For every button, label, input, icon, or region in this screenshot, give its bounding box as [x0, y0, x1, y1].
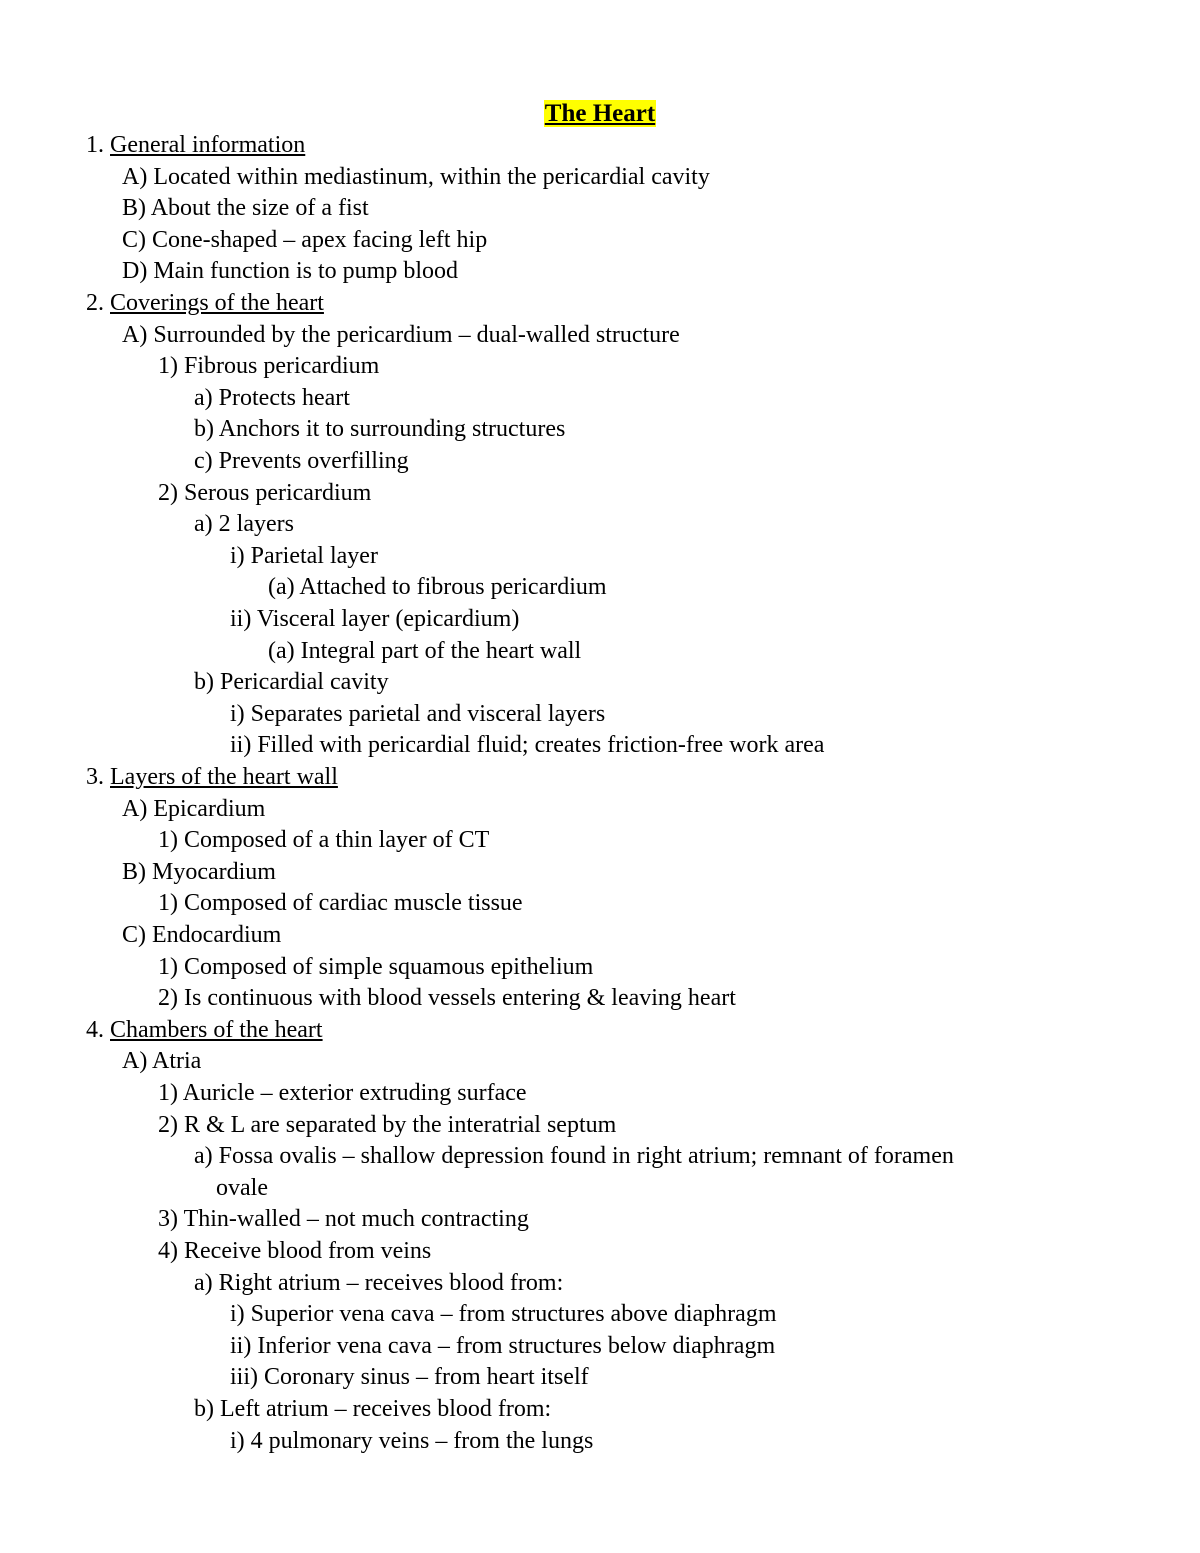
outline-line [268, 572, 607, 604]
outline-line [158, 983, 736, 1015]
outline-number: 2) [158, 985, 178, 1012]
section-heading: Coverings of the heart [110, 290, 324, 316]
outline-number: A) [122, 163, 148, 190]
outline-text: Thin-walled – not much contracting [183, 1206, 529, 1233]
outline-text: Anchors it to surrounding structures [218, 416, 566, 443]
outline-text: Superior vena cava – from structures above diaphragm [250, 1301, 777, 1328]
section-heading: General information [110, 132, 306, 158]
outline-line: 1. General information [86, 132, 306, 158]
page-title [0, 98, 1200, 130]
section-heading: Chambers of the heart [110, 1016, 323, 1043]
outline-text: Right atrium – receives blood from: [218, 1269, 564, 1296]
outline-line [194, 1268, 563, 1300]
outline-number: 3. [86, 764, 104, 790]
outline-text: Visceral layer (epicardium) [256, 606, 520, 632]
outline-number: C) [122, 226, 146, 253]
outline-line [158, 478, 371, 510]
outline-line [86, 1015, 323, 1047]
outline-text: Filled with pericardial fluid; creates friction-free work area [257, 732, 825, 759]
outline-text: Composed of a thin layer of CT [184, 827, 490, 854]
outline-number: A) [122, 1048, 148, 1075]
outline-line [216, 1173, 268, 1205]
outline-text: Pericardial cavity [220, 669, 389, 696]
outline-text: ovale [216, 1174, 268, 1201]
outline-text: Receive blood from veins [184, 1238, 432, 1264]
outline-number: A) [122, 321, 148, 348]
outline-text: Auricle – exterior extruding surface [182, 1080, 527, 1106]
outline-line [230, 1299, 776, 1331]
outline-number: iii) [230, 1364, 258, 1391]
outline-number: a) [194, 511, 213, 538]
outline-number: 4) [158, 1238, 178, 1264]
outline-number: i) [230, 542, 245, 569]
outline-number: 1) [158, 353, 178, 380]
outline-line [86, 288, 324, 320]
outline-line [194, 509, 294, 541]
outline-number: i) [230, 1301, 245, 1328]
outline-line [122, 162, 710, 194]
outline-number: 2. [86, 290, 104, 316]
outline-line [122, 256, 458, 288]
outline-text: Prevents overfilling [218, 448, 409, 474]
outline-number: 2) [158, 1111, 178, 1138]
outline-line [230, 604, 519, 636]
outline-text: Cone-shaped – apex facing left hip [152, 226, 488, 253]
outline-text: Composed of cardiac muscle tissue [184, 890, 523, 917]
outline-number: ii) [230, 606, 252, 632]
outline-line [122, 857, 276, 889]
outline-line [158, 1236, 431, 1268]
outline-line [194, 414, 565, 446]
outline-line [194, 1394, 551, 1426]
outline-text: Located within mediastinum, within the pericardial cavity [153, 163, 710, 190]
outline-text: Inferior vena cava – from structures below diaphragm [257, 1332, 776, 1359]
outline-text: Coronary sinus – from heart itself [264, 1364, 589, 1391]
outline-number: B) [122, 858, 146, 885]
outline-line [230, 1331, 775, 1363]
outline-text: Main function is to pump blood [153, 258, 458, 285]
outline-text: Atria [152, 1048, 202, 1075]
outline-line [230, 1426, 593, 1458]
outline-number: b) [194, 416, 214, 443]
outline-number: b) [194, 669, 214, 696]
outline-line [230, 699, 605, 731]
outline-number: D) [122, 258, 148, 285]
outline-text: Epicardium [153, 795, 266, 822]
outline-line [86, 762, 338, 794]
outline-line [158, 825, 489, 857]
outline-number: 1) [158, 890, 178, 917]
outline-text: About the size of a fist [150, 195, 369, 222]
outline-line [230, 541, 378, 573]
outline-text: R & L are separated by the interatrial septum [184, 1111, 617, 1138]
outline-line [122, 193, 369, 225]
outline-line [268, 636, 581, 668]
outline-text: Left atrium – receives blood from: [220, 1396, 552, 1422]
outline-number: ii) [230, 1332, 252, 1359]
page-title-text: The Heart [544, 100, 656, 127]
outline-text: Composed of simple squamous epithelium [184, 953, 594, 980]
outline-text: Attached to fibrous pericardium [299, 574, 607, 601]
outline-number: c) [194, 448, 213, 474]
outline-text: Protects heart [218, 384, 350, 411]
outline-number: a) [194, 384, 213, 411]
outline-number: 4. [86, 1016, 104, 1043]
outline-line [230, 730, 824, 762]
outline-line [230, 1362, 589, 1394]
outline-text: Fossa ovalis – shallow depression found in right atrium; remnant of foramen [218, 1143, 954, 1170]
outline-number: B) [122, 195, 146, 222]
outline-line [194, 446, 409, 478]
outline-text: Separates parietal and visceral layers [250, 700, 606, 727]
section-heading: Layers of the heart wall [110, 764, 338, 790]
outline-text: Parietal layer [250, 542, 378, 569]
outline-line [158, 1110, 616, 1142]
outline-number: ii) [230, 732, 252, 759]
outline-number: a) [194, 1269, 213, 1296]
outline-line [122, 794, 265, 826]
outline-number: i) [230, 700, 245, 727]
outline-number: 1) [158, 953, 178, 980]
outline-line [122, 920, 281, 952]
outline-line [122, 1046, 201, 1078]
outline-number: 1) [158, 1080, 178, 1106]
outline-text: Fibrous pericardium [184, 353, 380, 380]
outline-number: (a) [268, 574, 295, 601]
outline-line [122, 320, 680, 352]
outline-number: i) [230, 1427, 245, 1454]
outline-number: (a) [268, 637, 295, 664]
outline-line [158, 351, 379, 383]
outline-text: 2 layers [218, 511, 294, 538]
outline-line [194, 667, 389, 699]
outline-number: 1 [86, 132, 98, 158]
outline-text: Myocardium [152, 858, 276, 885]
outline-line [158, 952, 593, 984]
outline-line [194, 1141, 954, 1173]
outline-text: Endocardium [152, 922, 282, 948]
outline-line [158, 888, 523, 920]
outline-number: 2) [158, 479, 178, 506]
outline-text: Surrounded by the pericardium – dual-walled structure [153, 321, 680, 348]
outline-line [158, 1078, 527, 1110]
outline-number: a) [194, 1143, 213, 1170]
outline-number: 1) [158, 827, 178, 854]
outline-number: C) [122, 922, 146, 948]
outline-line [194, 383, 350, 415]
outline-number: A) [122, 795, 148, 822]
outline-number: b) [194, 1396, 214, 1422]
outline-text: Serous pericardium [184, 479, 372, 506]
outline-line [158, 1204, 529, 1236]
outline-text: 4 pulmonary veins – from the lungs [250, 1427, 594, 1454]
outline-text: Integral part of the heart wall [300, 637, 582, 664]
outline-number: 3) [158, 1206, 178, 1233]
outline-text: Is continuous with blood vessels entering & leaving heart [184, 985, 736, 1012]
outline-line [122, 225, 487, 257]
